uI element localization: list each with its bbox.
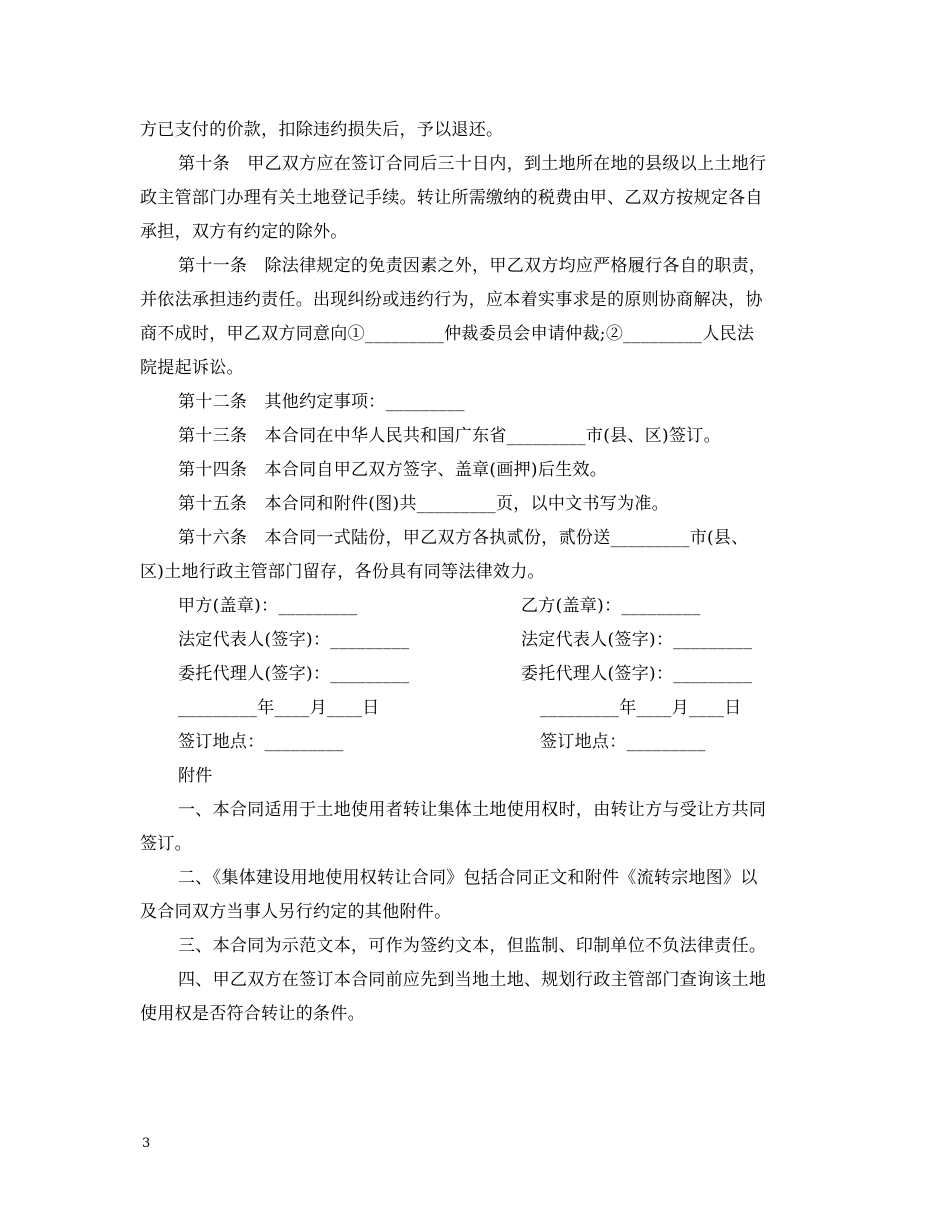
party-a-legal-representative: 法定代表人(签字)：_________ [178,630,410,650]
article-15: 第十五条 本合同和附件(图)共_________页，以中文书写为准。 [178,494,669,514]
attachment-item-4-line-1: 四、甲乙双方在签订本合同前应先到当地土地、规划行政主管部门查询该土地 [178,970,767,990]
attachment-heading: 附件 [178,766,213,786]
party-b-legal-representative: 法定代表人(签字)：_________ [521,630,753,650]
article-11-line-2: 并依法承担违约责任。出现纠纷或违约行为，应本着实事求是的原则协商解决，协 [140,290,763,310]
attachment-item-1-line-2: 签订。 [140,834,192,854]
party-a-signing-place: 签订地点：_________ [178,732,344,752]
party-b-signing-place: 签订地点：_________ [540,732,706,752]
party-b-date: _________年____月____日 [540,698,742,718]
party-b-agent: 委托代理人(签字)：_________ [521,664,753,684]
page-number: 3 [142,1136,151,1151]
text-line: 方已支付的价款，扣除违约损失后，予以退还。 [140,120,504,140]
article-10-line-2: 政主管部门办理有关土地登记手续。转让所需缴纳的税费由甲、乙双方按规定各自 [140,188,763,208]
article-12: 第十二条 其他约定事项：_________ [178,392,465,412]
attachment-item-4-line-2: 使用权是否符合转让的条件。 [140,1004,365,1024]
party-a-seal: 甲方(盖章)：_________ [178,596,358,616]
attachment-item-3: 三、本合同为示范文本，可作为签约文本，但监制、印制单位不负法律责任。 [178,936,767,956]
party-b-seal: 乙方(盖章)：_________ [521,596,701,616]
attachment-item-1-line-1: 一、本合同适用于土地使用者转让集体土地使用权时，由转让方与受让方共同 [178,800,767,820]
party-a-agent: 委托代理人(签字)：_________ [178,664,410,684]
article-10-line-3: 承担，双方有约定的除外。 [140,222,348,242]
party-a-date: _________年____月____日 [178,698,380,718]
article-11-line-1: 第十一条 除法律规定的免责因素之外，甲乙双方均应严格履行各自的职责， [178,256,767,276]
article-14: 第十四条 本合同自甲乙双方签字、盖章(画押)后生效。 [178,460,608,480]
article-16-line-2: 区)土地行政主管部门留存，各份具有同等法律效力。 [140,562,545,582]
attachment-item-2-line-1: 二、《集体建设用地使用权转让合同》包括合同正文和附件《流转宗地图》以 [178,868,758,888]
article-16-line-1: 第十六条 本合同一式陆份，甲乙双方各执贰份，贰份送_________市(县、 [178,528,749,548]
attachment-item-2-line-2: 及合同双方当事人另行约定的其他附件。 [140,902,452,922]
article-11-line-4: 院提起诉讼。 [140,358,244,378]
article-13: 第十三条 本合同在中华人民共和国广东省_________市(县、区)签订。 [178,426,721,446]
article-10-line-1: 第十条 甲乙双方应在签订合同后三十日内，到土地所在地的县级以上土地行 [178,154,767,174]
article-11-line-3: 商不成时，甲乙双方同意向①_________仲裁委员会申请仲裁;②_________人民法 [140,324,755,344]
